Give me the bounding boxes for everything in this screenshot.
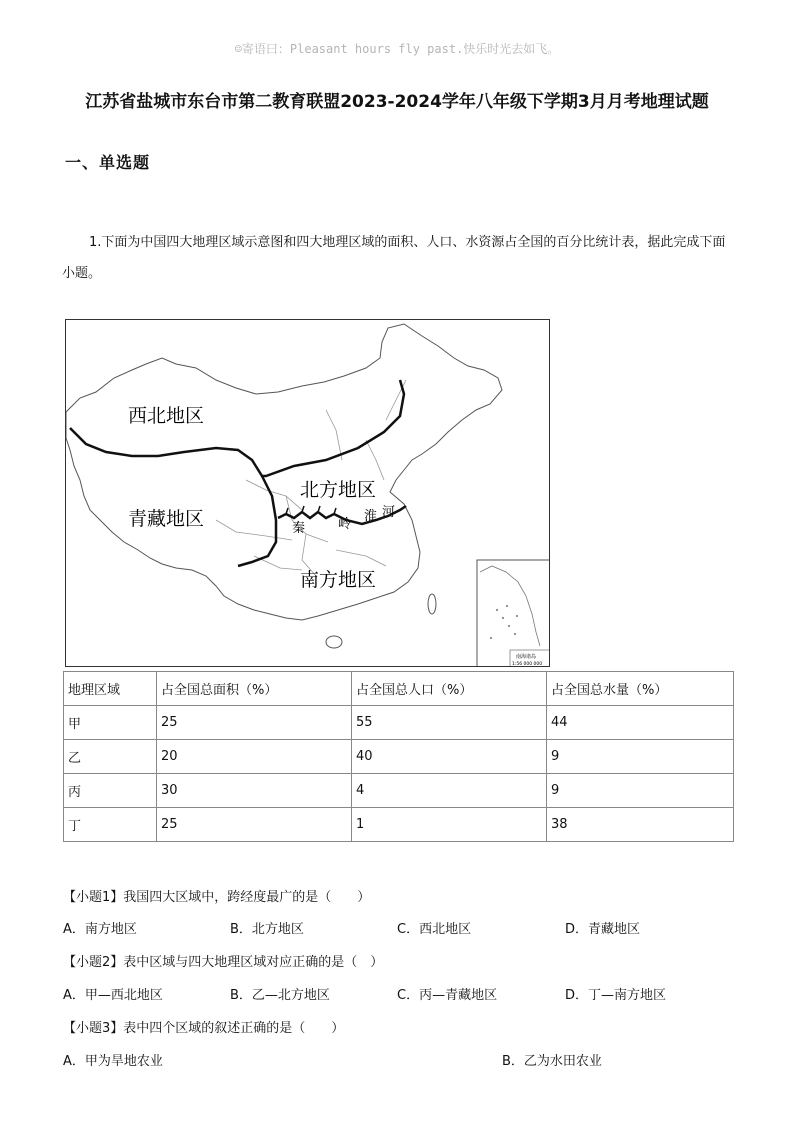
table-row <box>64 774 734 808</box>
label-huai: 淮 <box>364 508 378 523</box>
table-cell: 丁 <box>64 808 157 842</box>
question-text: 1.下面为中国四大地理区域示意图和四大地理区域的面积、人口、水资源占全国的百分比统计表，据此完成下面小题。 <box>62 235 726 281</box>
table-cell: 丙 <box>64 774 157 808</box>
table-cell: 25 <box>157 706 352 740</box>
hainan-island <box>326 636 342 648</box>
label-northwest: 西北地区 <box>128 406 205 427</box>
table-header-cell: 占全国总人口（%） <box>352 672 547 706</box>
subquestion-1-option-b[interactable]: B．北方地区 <box>230 922 304 937</box>
table-cell: 20 <box>157 740 352 774</box>
china-outline <box>66 324 502 620</box>
table-header-cell: 占全国总水量（%） <box>547 672 734 706</box>
subquestion-2-option-d[interactable]: D．丁—南方地区 <box>565 988 667 1003</box>
northwest-boundary <box>70 380 404 476</box>
section-heading: 一、单选题 <box>65 153 151 172</box>
table-row <box>64 740 734 774</box>
province-lines <box>216 380 406 576</box>
table-cell: 甲 <box>64 706 157 740</box>
subquestion-2-stem: 【小题2】表中区域与四大地理区域对应正确的是（ ） <box>63 955 384 970</box>
table-cell: 25 <box>157 808 352 842</box>
subquestion-1-option-d[interactable]: D．青藏地区 <box>565 922 641 937</box>
table-cell: 40 <box>352 740 547 774</box>
subquestion-2-option-b[interactable]: B．乙—北方地区 <box>230 988 330 1003</box>
page-title: 江苏省盐城市东台市第二教育联盟2023-2024学年八年级下学期3月月考地理试题 <box>85 92 709 112</box>
table-header-row <box>64 672 734 706</box>
qinling-ticks <box>286 506 336 514</box>
header-motto: ☺寄语曰：Pleasant hours fly past.快乐时光去如飞。 <box>234 42 560 56</box>
table-cell: 4 <box>352 774 547 808</box>
inset-label: 南海诸岛 <box>516 654 537 660</box>
table-cell: 1 <box>352 808 547 842</box>
table-cell: 乙 <box>64 740 157 774</box>
label-north: 北方地区 <box>300 480 377 501</box>
subquestion-3-option-a[interactable]: A．甲为旱地农业 <box>63 1054 163 1069</box>
subquestion-3-option-b[interactable]: B．乙为水田农业 <box>502 1054 602 1069</box>
subquestion-2-option-a[interactable]: A．甲—西北地区 <box>63 988 163 1003</box>
label-he: 河 <box>382 504 396 519</box>
table-row <box>64 808 734 842</box>
region-stats-table <box>63 671 734 842</box>
table-cell: 30 <box>157 774 352 808</box>
map-svg <box>66 320 550 667</box>
label-ling: 岭 <box>338 516 352 531</box>
table-header-cell: 占全国总面积（%） <box>157 672 352 706</box>
label-qin: 秦 <box>292 520 306 535</box>
qingzang-boundary <box>238 476 276 566</box>
subquestion-1-option-c[interactable]: C．西北地区 <box>397 922 472 937</box>
subquestion-1-stem: 【小题1】我国四大区域中，跨经度最广的是（ ） <box>63 890 371 905</box>
table-cell: 55 <box>352 706 547 740</box>
table-header-cell: 地理区域 <box>64 672 157 706</box>
table-cell: 38 <box>547 808 734 842</box>
inset-scale: 1:56 000 000 <box>512 662 543 667</box>
label-qingzang: 青藏地区 <box>128 509 205 530</box>
subquestion-1-option-a[interactable]: A．南方地区 <box>63 922 137 937</box>
subquestion-3-stem: 【小题3】表中四个区域的叙述正确的是（ ） <box>63 1021 345 1036</box>
table-cell: 9 <box>547 740 734 774</box>
table-row <box>64 706 734 740</box>
subquestion-2-option-c[interactable]: C．丙—青藏地区 <box>397 988 498 1003</box>
china-regions-map <box>65 319 550 667</box>
table-cell: 44 <box>547 706 734 740</box>
table-cell: 9 <box>547 774 734 808</box>
taiwan-island <box>428 594 436 614</box>
label-south: 南方地区 <box>300 570 377 591</box>
